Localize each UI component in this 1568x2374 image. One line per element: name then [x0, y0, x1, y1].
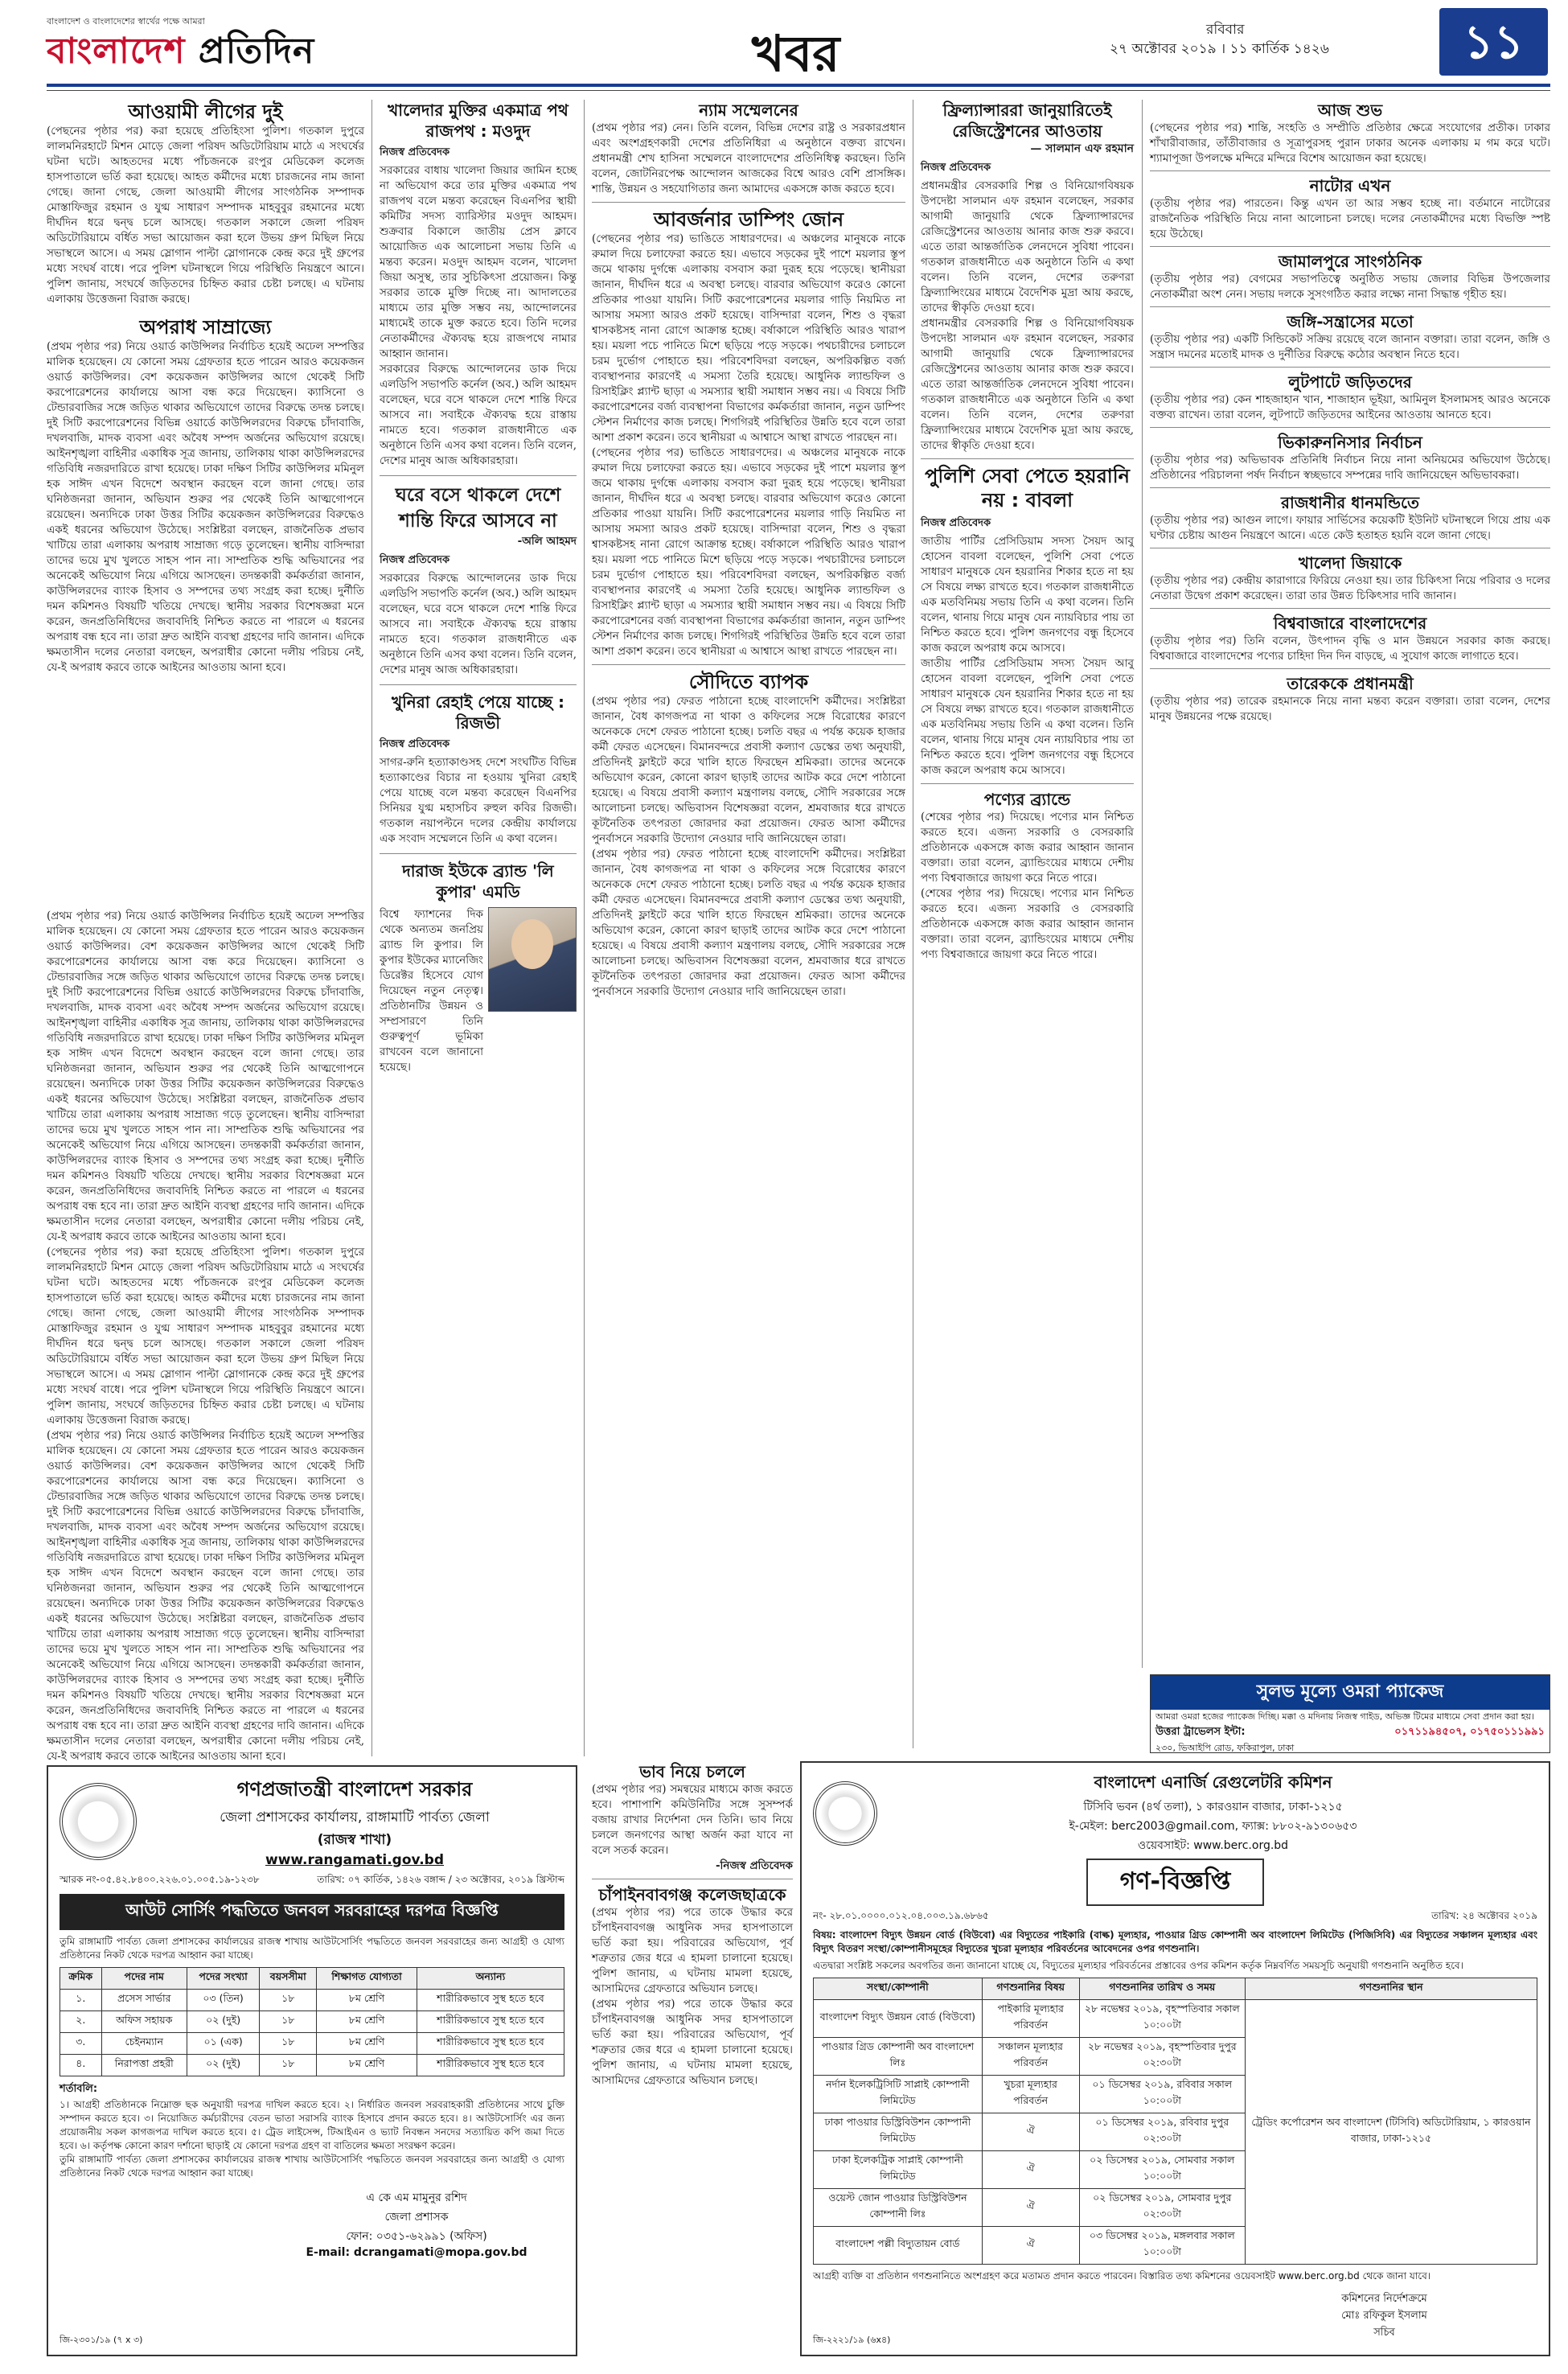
ad-terms: ১। আগ্রহী প্রতিষ্ঠানকে নিম্নোক্ত ছক অনুযায়ী দরপত্র দাখিল করতে হবে। ২। নির্ধারিত জনবল সরবরাহকারী প্রতিষ্ঠানের সাথে চুক্তি সম্পাদন করতে হবে। ৩। নিয়োজিত কর্মচারীদের বেতন ভাতা সরাসরি ব্যাংক হিসাবে প্রদান করতে হবে। ৪। আউটসোর্সিং এর জন্য প্রয়োজনীয় সকল কাগজপত্র দাখিল করতে হবে। ৫। ট্রেড লাইসেন্স, টিআইএন ও ভ্যাট নিবন্ধন সনদের সত্যায়িত কপি জমা দিতে হবে। ৬। কর্তৃপক্ষ কোনো কারণ দর্শানো ছাড়াই যে কোনো দরপত্র গ্রহণ বা বাতিলের ক্ষমতা সংরক্ষণ করেন। [60, 2099, 564, 2151]
berc-notice-ad [800, 1761, 1550, 2356]
article-quote-author: — সালমান এফ রহমান [1030, 142, 1134, 155]
berc-title: গণ-বিজ্ঞপ্তি [1086, 1859, 1264, 1906]
table-cell: ৮ম শ্রেণি [317, 2055, 417, 2076]
table-cell: নিরাপত্তা প্রহরী [101, 2055, 187, 2076]
article-body: সরকারের বাধায় খালেদা জিয়ার জামিন হচ্ছে না অভিযোগ করে তার মুক্তির একমাত্র পথ রাজপথ বলে মন্তব্য করেছেন বিএনপির স্থায়ী কমিটির সদস্য ব্যারিস্টার মওদুদ আহমদ। শুক্রবার বিকালে জাতীয় প্রেস ক্লাবে আয়োজিত এক আলোচনা সভায় তিনি এ মন্তব্য করেন। মওদুদ আহমদ বলেন, খালেদা জিয়া অসুস্থ, তার সুচিকিৎসা প্রয়োজন। কিন্তু সরকার তাকে মুক্তি দিচ্ছে না। আদালতের মাধ্যমে তার মুক্তি সম্ভব নয়, আন্দোলনের মাধ্যমেই তাকে মুক্ত করতে হবে। তিনি দলের নেতাকর্মীদের ঐক্যবদ্ধ হয়ে রাজপথে নামার আহ্বান জানান। [380, 164, 577, 360]
article-body: প্রধানমন্ত্রীর বেসরকারি শিল্প ও বিনিয়োগবিষয়ক উপদেষ্টা সালমান এফ রহমান বলেছেন, সরকার আগামী জানুয়ারি থেকে ফ্রিল্যান্সারদের রেজিস্ট্রেশনের আওতায় আনার কাজ শুরু করবে। এতে তারা আন্তর্জাতিক লেনদেনে সুবিধা পাবেন। গতকাল রাজধানীতে এক অনুষ্ঠানে তিনি এ কথা বলেন। তিনি বলেন, দেশের তরুণরা ফ্রিল্যান্সিংয়ের মাধ্যমে বৈদেশিক মুদ্রা আয় করছে, তাদের স্বীকৃতি দেওয়া হবে। [921, 179, 1134, 314]
table-header-cell: গণশুনানির তারিখ ও সময় [1079, 1978, 1245, 2000]
berc-signer: মোঃ রফিকুল ইসলাম [1341, 2310, 1427, 2322]
article-headline[interactable]: আওয়ামী লীগের দুই [128, 101, 283, 123]
article-body: (তৃতীয় পৃষ্ঠার পর) তিনি বলেন, উৎপাদন বৃদ্ধি ও মান উন্নয়নে সরকার কাজ করছে। বিশ্ববাজারে বাংলাদেশের পণ্যের চাহিদা দিন দিন বাড়ছে, এ সুযোগ কাজে লাগাতে হবে। [1150, 635, 1550, 663]
article-body: (শেষের পৃষ্ঠার পর) দিয়েছে। পণ্যের মান নিশ্চিত করতে হবে। এজন্য সরকারি ও বেসরকারি প্রতিষ্ঠানকে একসঙ্গে কাজ করার আহ্বান জানান বক্তারা। তারা বলেন, ব্র্যান্ডিংয়ের মাধ্যমে দেশীয় পণ্য বিশ্ববাজারে জায়গা করে নিতে পারে। [921, 811, 1134, 885]
table-row [60, 2055, 564, 2076]
article-headline[interactable]: ন্যাম সম্মেলনের [699, 101, 798, 120]
article-byline: নিজস্ব প্রতিবেদক [921, 162, 991, 174]
table-cell: ১৮ [260, 2055, 317, 2076]
table-cell: ০২ ডিসেম্বর ২০১৯, সোমবার সকাল ১০:০০টা [1079, 2151, 1245, 2189]
table-cell: ওয়েস্ট জোন পাওয়ার ডিস্ট্রিবিউশন কোম্পানী লিঃ [814, 2189, 983, 2227]
ad-banner: আউট সোর্সিং পদ্ধতিতে জনবল সরবরাহের দরপত্র বিজ্ঞপ্তি [60, 1894, 564, 1930]
table-header-cell: সংস্থা/কোম্পানী [814, 1978, 983, 2000]
table-header-cell: পদের সংখ্যা [187, 1968, 259, 1990]
article-body: সরকারের বিরুদ্ধে আন্দোলনের ডাক দিয়ে এলডিপি সভাপতি কর্নেল (অব.) অলি আহমদ বলেছেন, ঘরে বসে থাকলে দেশে শান্তি ফিরে আসবে না। সবাইকে ঐক্যবদ্ধ হয়ে রাস্তায় নামতে হবে। গতকাল রাজধানীতে এক অনুষ্ঠানে তিনি এসব কথা বলেন। তিনি বলেন, দেশের মানুষ আজ অধিকারহারা। [380, 572, 577, 676]
portrait-photo [488, 907, 577, 1012]
table-cell: ঐ [982, 2227, 1079, 2265]
table-header-cell: গণশুনানির বিষয় [982, 1978, 1079, 2000]
article-body: সাগর-রুনি হত্যাকাণ্ডসহ দেশে সংঘটিত বিভিন্ন হত্যাকাণ্ডের বিচার না হওয়ায় খুনিরা রেহাই পেয়ে যাচ্ছে বলে মন্তব্য করেছেন বিএনপির সিনিয়র যুগ্ম মহাসচিব রুহুল কবির রিজভী। গতকাল নয়াপল্টনে দলের কেন্দ্রীয় কার্যালয়ে এক সংবাদ সম্মেলনে তিনি এ কথা বলেন। [380, 756, 577, 845]
article-headline[interactable]: দারাজ ইউকে ব্র্যান্ড 'লি কুপার' এমডি [402, 861, 554, 902]
table-cell: খুচরা মূল্যহার পরিবর্তন [982, 2076, 1079, 2113]
berc-date: তারিখ: ২৪ অক্টোবর ২০১৯ [1431, 1910, 1537, 1921]
umrah-ad-body: আমরা ওমরা হজের প্যাকেজ দিচ্ছি। মক্কা ও মদিনায় নিজস্ব গাইড, অভিজ্ঞ টিমের মাধ্যমে সেবা প্রদান করা হয়। [1155, 1711, 1534, 1722]
table-cell: বাংলাদেশ বিদ্যুৎ উন্নয়ন বোর্ড (বিউবো) [814, 2000, 983, 2038]
section-title: খবর [752, 24, 840, 83]
ad-signer: এ কে এম মামুনুর রশিদ [366, 2191, 467, 2204]
article-divider [1150, 170, 1550, 171]
article-divider [380, 684, 577, 685]
article-headline[interactable]: খুনিরা রেহাই পেয়ে যাচ্ছে : রিজভী [391, 692, 565, 733]
berc-org-name: বাংলাদেশ এনার্জি রেগুলেটরি কমিশন [1094, 1772, 1332, 1792]
quote-headline[interactable]: ঘরে বসে থাকলে দেশে শান্তি ফিরে আসবে না [395, 485, 561, 532]
berc-subject: বিষয়: বাংলাদেশ বিদ্যুৎ উন্নয়ন বোর্ড (বিউবো) এর বিদ্যুতের পাইকারি (বাল্ক) মূল্যহার, পাওয়ার গ্রিড কোম্পানী অব বাংলাদেশ লিমিটেড (পিজিসিবি) এর বিদ্যুতের সঞ্চালন মূল্যহার এবং বিদ্যুৎ বিতরণ সংস্থা/কোম্পানীসমূহের বিদ্যুতের খুচরা মূল্যহার পরিবর্তনের আবেদনের ওপর গণশুনানি। [813, 1929, 1537, 1954]
article-column-2 [380, 100, 577, 1756]
logo-part2: প্রতিদিন [185, 31, 315, 72]
quote-author: -অলি আহমদ [517, 535, 577, 548]
article-body-cont: প্রধানমন্ত্রীর বেসরকারি শিল্প ও বিনিয়োগবিষয়ক উপদেষ্টা সালমান এফ রহমান বলেছেন, সরকার আগামী জানুয়ারি থেকে ফ্রিল্যান্সারদের রেজিস্ট্রেশনের আওতায় আনার কাজ শুরু করবে। এতে তারা আন্তর্জাতিক লেনদেনে সুবিধা পাবেন। গতকাল রাজধানীতে এক অনুষ্ঠানে তিনি এ কথা বলেন। তিনি বলেন, দেশের তরুণরা ফ্রিল্যান্সিংয়ের মাধ্যমে বৈদেশিক মুদ্রা আয় করছে, তাদের স্বীকৃতি দেওয়া হবে। [921, 317, 1134, 452]
article-headline[interactable]: সৌদিতে ব্যাপক [688, 671, 809, 693]
ad-memo-no: স্মারক নং-০৫.৪২.৮৪০০.২২৬.০১.০০৫.১৯-১২৩৮ [60, 1874, 260, 1885]
article-headline[interactable]: রাজধানীর ধানমন্ডিতে [1280, 493, 1420, 512]
article-body: (প্রথম পৃষ্ঠার পর) ফেরত পাঠানো হচ্ছে বাংলাদেশি কর্মীদের। সংশ্লিষ্টরা জানান, বৈধ কাগজপত্র না থাকা ও কফিলের সঙ্গে বিরোধের কারণে অনেককে দেশে ফেরত পাঠানো হচ্ছে। চলতি বছর এ পর্যন্ত কয়েক হাজার কর্মী ফেরত এসেছেন। বিমানবন্দরে প্রবাসী কল্যাণ ডেস্কের তথ্য অনুযায়ী, প্রতিদিনই ফ্লাইটে করে খালি হাতে ফিরছেন শ্রমিকরা। তাদের অনেকে অভিযোগ করেন, কোনো কারণ ছাড়াই তাদের আটক করে দেশে পাঠানো হয়েছে। এ বিষয়ে প্রবাসী কল্যাণ মন্ত্রণালয় বলছে, সৌদি সরকারের সঙ্গে আলোচনা চলছে। অভিবাসন বিশেষজ্ঞরা বলেন, শ্রমবাজার ধরে রাখতে কূটনৈতিক তৎপরতা জোরদার করা প্রয়োজন। ফেরত আসা কর্মীদের পুনর্বাসনে সরকারি উদ্যোগ নেওয়ার দাবি জানিয়েছেন তারা। [592, 695, 905, 845]
berc-code: জি-২২২১/১৯ (৬x৪) [813, 2335, 891, 2345]
article-divider [921, 783, 1134, 784]
article-headline[interactable]: খালেদা জিয়াকে [1298, 553, 1402, 573]
dateline-day: রবিবার [1206, 22, 1245, 38]
article-column-1b [47, 909, 364, 1763]
table-cell: পাওয়ার গ্রিড কোম্পানী অব বাংলাদেশ লিঃ [814, 2038, 983, 2076]
article-divider [380, 475, 577, 476]
table-cell: নর্দান ইলেকট্রিসিটি সাপ্লাই কোম্পানী লিমিটেড [814, 2076, 983, 2113]
ad-phone: ফোন: ০৩৫১-৬২৯৯১ (অফিস) [346, 2230, 487, 2243]
article-body-cont: (শেষের পৃষ্ঠার পর) দিয়েছে। পণ্যের মান নিশ্চিত করতে হবে। এজন্য সরকারি ও বেসরকারি প্রতিষ্ঠানকে একসঙ্গে কাজ করার আহ্বান জানান বক্তারা। তারা বলেন, ব্র্যান্ডিংয়ের মাধ্যমে দেশীয় পণ্য বিশ্ববাজারে জায়গা করে নিতে পারে। [921, 887, 1134, 961]
article-headline[interactable]: জামালপুরে সাংগঠনিক [1278, 252, 1422, 271]
logo-part1: বাংলাদেশ [47, 31, 186, 72]
table-cell: ০১ ডিসেম্বর ২০১৯, রবিবার সকাল ১০:০০টা [1079, 2076, 1245, 2113]
article-headline[interactable]: খালেদার মুক্তির একমাত্র পথ রাজপথ : মওদুদ [388, 101, 569, 141]
berc-signer-title: কমিশনের নির্দেশক্রমে [1341, 2293, 1427, 2305]
article-headline[interactable]: নাটোর এখন [1309, 176, 1391, 195]
portrait-face [511, 919, 553, 969]
table-header-cell: শিক্ষাগত যোগ্যতা [317, 1968, 417, 1990]
berc-logo-icon [813, 1781, 877, 1846]
article-divider [1150, 427, 1550, 428]
table-cell: ৪. [60, 2055, 102, 2076]
govt-seal-icon [60, 1783, 137, 1860]
article-divider [1150, 668, 1550, 669]
table-cell: বাংলাদেশ পল্লী বিদ্যুতায়ন বোর্ড [814, 2227, 983, 2265]
article-divider [1150, 246, 1550, 247]
article-headline[interactable]: পণ্যের ব্র্যান্ডে [983, 790, 1071, 809]
table-cell: ২. [60, 2011, 102, 2033]
berc-website-link[interactable]: ওয়েবসাইট: www.berc.org.bd [1137, 1839, 1289, 1852]
umrah-phone[interactable]: ০১৭১১৯৪৫০৭, ০১৭৫০১১১৯৯১ [1394, 1726, 1545, 1738]
article-body: (তৃতীয় পৃষ্ঠার পর) পারতেন। কিন্তু এখন তা আর সম্ভব হচ্ছে না। বর্তমানে নাটোরের রাজনৈতিক পরিস্থিতি নিয়ে নানা আলোচনা চলছে। দলের নেতাকর্মীদের মধ্যে বিভক্তি স্পষ্ট হয়ে উঠেছে। [1150, 197, 1550, 240]
table-cell: শারীরিকভাবে সুস্থ হতে হবে [417, 2011, 564, 2033]
article-divider [592, 202, 905, 203]
article-headline[interactable]: জঙ্গি-সন্ত্রাসের মতো [1287, 312, 1414, 331]
article-column-3-lower [592, 1761, 793, 2340]
table-cell: ঢাকা ইলেকট্রিক সাপ্লাই কোম্পানী লিমিটেড [814, 2151, 983, 2189]
table-cell: ১৮ [260, 1990, 317, 2011]
table-cell: শারীরিকভাবে সুস্থ হতে হবে [417, 2055, 564, 2076]
article-body: (তৃতীয় পৃষ্ঠার পর) আগুন লাগে। ফায়ার সার্ভিসের কয়েকটি ইউনিট ঘটনাস্থলে গিয়ে প্রায় এক ঘণ্টার চেষ্টায় আগুন নিয়ন্ত্রণে আনে। এতে কেউ হতাহত হয়নি বলে জানা গেছে। [1150, 514, 1550, 542]
article-body-cont: (পেছনের পৃষ্ঠার পর) ভাঙিতে সাধারণদের। এ অঞ্চলের মানুষকে নাকে রুমাল দিয়ে চলাফেরা করতে হয়। এভাবে সড়কের দুই পাশে ময়লার স্তূপ জমে থাকায় দুর্গন্ধে এলাকায় বসবাস করা দুরূহ হয়ে পড়েছে। স্থানীয়রা জানান, দীর্ঘদিন ধরে এ অবস্থা চলছে। বারবার অভিযোগ করেও কোনো প্রতিকার পাওয়া যায়নি। সিটি করপোরেশনের ময়লার গাড়ি নিয়মিত না আসায় সমস্যা আরও প্রকট হয়েছে। বাসিন্দারা বলেন, শিশু ও বৃদ্ধরা শ্বাসকষ্টসহ নানা রোগে আক্রান্ত হচ্ছে। বর্ষাকালে পরিস্থিতি আরও খারাপ হয়। ময়লা পচে পানিতে মিশে ছড়িয়ে পড়ে সড়কে। পথচারীদের চলাচলে চরম দুর্ভোগ পোহাতে হয়। পরিবেশবিদরা বলছেন, অপরিকল্পিত বর্জ্য ব্যবস্থাপনার কারণেই এ সমস্যা তৈরি হয়েছে। আধুনিক ল্যান্ডফিল ও রিসাইক্লিং প্ল্যান্ট ছাড়া এ সমস্যার স্থায়ী সমাধান সম্ভব নয়। এ বিষয়ে সিটি করপোরেশনের বর্জ্য ব্যবস্থাপনা বিভাগের কর্মকর্তারা জানান, নতুন ডাম্পিং স্টেশন নির্মাণের কাজ চলছে। শিগগিরই পরিস্থিতির উন্নতি হবে বলে তারা আশা প্রকাশ করেন। তবে স্থানীয়রা এ আশ্বাসে আস্থা রাখতে পারছেন না। [592, 446, 905, 658]
table-row [60, 1990, 564, 2011]
article-body-cont: (প্রথম পৃষ্ঠার পর) নিয়ে ওয়ার্ড কাউন্সিলর নির্বাচিত হয়েই অঢেল সম্পত্তির মালিক হয়েছেন। যে কোনো সময় গ্রেফতার হতে পারেন আরও কয়েকজন ওয়ার্ড কাউন্সিলর। বেশ কয়েকজন কাউন্সিলর আগে থেকেই সিটি করপোরেশনের কার্যালয়ে আসা বন্ধ করে দিয়েছেন। ক্যাসিনো ও টেন্ডারবাজির সঙ্গে জড়িত থাকার অভিযোগে তাদের বিরুদ্ধে তদন্ত চলছে। দুই সিটি করপোরেশনের বিভিন্ন ওয়ার্ডে কাউন্সিলরদের বিরুদ্ধে চাঁদাবাজি, দখলবাজি, মাদক ব্যবসা এবং অবৈধ সম্পদ অর্জনের অভিযোগ রয়েছে। আইনশৃঙ্খলা বাহিনীর একাধিক সূত্র জানায়, তালিকায় থাকা কাউন্সিলরদের গতিবিধি নজরদারিতে রাখা হয়েছে। ঢাকা দক্ষিণ সিটির কাউন্সিলর মমিনুল হক সাঈদ এখন বিদেশে অবস্থান করছেন বলে জানা গেছে। তার ঘনিষ্ঠজনরা জানান, অভিযান শুরুর পর থেকেই তিনি আত্মগোপনে রয়েছেন। অন্যদিকে ঢাকা উত্তর সিটির কয়েকজন কাউন্সিলরের বিরুদ্ধেও একই ধরনের অভিযোগ উঠেছে। সংশ্লিষ্টরা বলছেন, রাজনৈতিক প্রভাব খাটিয়ে তারা এলাকায় অপরাধ সাম্রাজ্য গড়ে তুলেছেন। স্থানীয় বাসিন্দারা তাদের ভয়ে মুখ খুলতে সাহস পান না। সাম্প্রতিক শুদ্ধি অভিযানের পর অনেকেই অভিযোগ নিয়ে এগিয়ে আসছেন। তদন্তকারী কর্মকর্তারা জানান, কাউন্সিলরদের ব্যাংক হিসাব ও সম্পদের তথ্য সংগ্রহ করা হচ্ছে। দুর্নীতি দমন কমিশনও বিষয়টি খতিয়ে দেখছে। স্থানীয় সরকার বিশেষজ্ঞরা মনে করেন, জনপ্রতিনিধিদের জবাবদিহি নিশ্চিত করতে না পারলে এ ধরনের অপরাধ বন্ধ হবে না। তারা দ্রুত আইনি ব্যবস্থা গ্রহণের দাবি জানান। এদিকে ক্ষমতাসীন দলের নেতারা বলছেন, অপরাধীর কোনো দলীয় পরিচয় নেই, যে-ই অপরাধ করবে তাকে আইনের আওতায় আনা হবে। [47, 910, 364, 1243]
ad-terms-title: শর্তাবলি: [60, 2083, 98, 2095]
article-divider [592, 664, 905, 665]
ad-branch: (রাজস্ব শাখা) [317, 1832, 392, 1848]
article-body: (তৃতীয় পৃষ্ঠার পর) অভিভাবক প্রতিনিধি নির্বাচন নিয়ে নানা অনিয়মের অভিযোগ উঠেছে। প্রতিষ্ঠানের পরিচালনা পর্ষদ নির্বাচন স্বচ্ছভাবে সম্পন্নের দাবি জানিয়েছেন অভিভাবকরা। [1150, 454, 1550, 482]
article-byline: নিজস্ব প্রতিবেদক [380, 554, 450, 566]
table-cell: ঐ [982, 2151, 1079, 2189]
table-cell: ৮ম শ্রেণি [317, 1990, 417, 2011]
table-row [814, 2000, 1537, 2038]
article-headline[interactable]: ভাব নিয়ে চললে [639, 1762, 745, 1781]
table-header-cell: পদের নাম [101, 1968, 187, 1990]
dateline-date: ২৭ অক্টোবর ২০১৯ । ১১ কার্তিক ১৪২৬ [1110, 41, 1329, 57]
article-byline: নিজস্ব প্রতিবেদক [380, 146, 450, 158]
venue-cell: ট্রেডিং কর্পোরেশন অব বাংলাদেশ (টিসিবি) অডিটোরিয়াম, ১ কারওয়ান বাজার, ঢাকা-১২১৫ [1245, 2000, 1537, 2265]
article-headline[interactable]: তারেককে প্রধানমন্ত্রী [1287, 674, 1414, 693]
article-body: জাতীয় পার্টির প্রেসিডিয়াম সদস্য সৈয়দ আবু হোসেন বাবলা বলেছেন, পুলিশি সেবা পেতে সাধারণ মানুষকে যেন হয়রানির শিকার হতে না হয় সে বিষয়ে লক্ষ্য রাখতে হবে। গতকাল রাজধানীতে এক মতবিনিময় সভায় তিনি এ কথা বলেন। তিনি বলেন, থানায় গিয়ে মানুষ যেন ন্যায়বিচার পায় তা নিশ্চিত করতে হবে। পুলিশ জনগণের বন্ধু হিসেবে কাজ করলে অপরাধ কমে আসবে। [921, 535, 1134, 655]
article-body: (তৃতীয় পৃষ্ঠার পর) কেন্দ্রীয় কারাগারে ফিরিয়ে নেওয়া হয়। তার চিকিৎসা নিয়ে পরিবার ও দলের নেতারা উদ্বেগ প্রকাশ করেছেন। তারা তার উন্নত চিকিৎসার দাবি জানান। [1150, 574, 1550, 602]
umrah-ad[interactable] [1150, 1674, 1550, 1753]
article-body-cont: (প্রথম পৃষ্ঠার পর) নিয়ে ওয়ার্ড কাউন্সিলর নির্বাচিত হয়েই অঢেল সম্পত্তির মালিক হয়েছেন। যে কোনো সময় গ্রেফতার হতে পারেন আরও কয়েকজন ওয়ার্ড কাউন্সিলর। বেশ কয়েকজন কাউন্সিলর আগে থেকেই সিটি করপোরেশনের কার্যালয়ে আসা বন্ধ করে দিয়েছেন। ক্যাসিনো ও টেন্ডারবাজির সঙ্গে জড়িত থাকার অভিযোগে তাদের বিরুদ্ধে তদন্ত চলছে। দুই সিটি করপোরেশনের বিভিন্ন ওয়ার্ডে কাউন্সিলরদের বিরুদ্ধে চাঁদাবাজি, দখলবাজি, মাদক ব্যবসা এবং অবৈধ সম্পদ অর্জনের অভিযোগ রয়েছে। আইনশৃঙ্খলা বাহিনীর একাধিক সূত্র জানায়, তালিকায় থাকা কাউন্সিলরদের গতিবিধি নজরদারিতে রাখা হয়েছে। ঢাকা দক্ষিণ সিটির কাউন্সিলর মমিনুল হক সাঈদ এখন বিদেশে অবস্থান করছেন বলে জানা গেছে। তার ঘনিষ্ঠজনরা জানান, অভিযান শুরুর পর থেকেই তিনি আত্মগোপনে রয়েছেন। অন্যদিকে ঢাকা উত্তর সিটির কয়েকজন কাউন্সিলরের বিরুদ্ধেও একই ধরনের অভিযোগ উঠেছে। সংশ্লিষ্টরা বলছেন, রাজনৈতিক প্রভাব খাটিয়ে তারা এলাকায় অপরাধ সাম্রাজ্য গড়ে তুলেছেন। স্থানীয় বাসিন্দারা তাদের ভয়ে মুখ খুলতে সাহস পান না। সাম্প্রতিক শুদ্ধি অভিযানের পর অনেকেই অভিযোগ নিয়ে এগিয়ে আসছেন। তদন্তকারী কর্মকর্তারা জানান, কাউন্সিলরদের ব্যাংক হিসাব ও সম্পদের তথ্য সংগ্রহ করা হচ্ছে। দুর্নীতি দমন কমিশনও বিষয়টি খতিয়ে দেখছে। স্থানীয় সরকার বিশেষজ্ঞরা মনে করেন, জনপ্রতিনিধিদের জবাবদিহি নিশ্চিত করতে না পারলে এ ধরনের অপরাধ বন্ধ হবে না। তারা দ্রুত আইনি ব্যবস্থা গ্রহণের দাবি জানান। এদিকে ক্ষমতাসীন দলের নেতারা বলছেন, অপরাধীর কোনো দলীয় পরিচয় নেই, যে-ই অপরাধ করবে তাকে আইনের আওতায় আনা হবে। [47, 1429, 364, 1763]
berc-intro: এতদ্বারা সংশ্লিষ্ট সকলের অবগতির জন্য জানানো যাচ্ছে যে, বিদ্যুতের মূল্যহার পরিবর্তনের প্রস্তাবের ওপর কমিশন কর্তৃক নিম্নবর্ণিত সময়সূচি অনুযায়ী গণশুনানি অনুষ্ঠিত হবে। [813, 1960, 1463, 1971]
article-headline[interactable]: ফ্রিল্যান্সাররা জানুয়ারিতেই রেজিস্ট্রেশনের আওতায় [942, 101, 1112, 141]
table-cell: ২৮ নভেম্বর ২০১৯, বৃহস্পতিবার সকাল ১০:০০টা [1079, 2000, 1245, 2038]
table-cell: ০১ ডিসেম্বর ২০১৯, রবিবার দুপুর ০২:৩০টা [1079, 2113, 1245, 2151]
article-divider [1150, 608, 1550, 609]
article-byline: নিজস্ব প্রতিবেদক [380, 738, 450, 750]
table-cell: ৮ম শ্রেণি [317, 2011, 417, 2033]
table-cell: ০২ ডিসেম্বর ২০১৯, সোমবার দুপুর ০২:৩০টা [1079, 2189, 1245, 2227]
table-row [60, 2033, 564, 2055]
article-headline[interactable]: অপরাধ সাম্রাজ্যে [139, 316, 272, 339]
masthead-thin-rule [47, 90, 1550, 91]
article-body-cont: জাতীয় পার্টির প্রেসিডিয়াম সদস্য সৈয়দ আবু হোসেন বাবলা বলেছেন, পুলিশি সেবা পেতে সাধারণ মানুষকে যেন হয়রানির শিকার হতে না হয় সে বিষয়ে লক্ষ্য রাখতে হবে। গতকাল রাজধানীতে এক মতবিনিময় সভায় তিনি এ কথা বলেন। তিনি বলেন, থানায় গিয়ে মানুষ যেন ন্যায়বিচার পায় তা নিশ্চিত করতে হবে। পুলিশ জনগণের বন্ধু হিসেবে কাজ করলে অপরাধ কমে আসবে। [921, 657, 1134, 777]
berc-address: টিসিবি ভবন (৪র্থ তলা), ১ কারওয়ান বাজার, ঢাকা-১২১৫ [1083, 1801, 1343, 1813]
article-divider [1150, 306, 1550, 307]
table-cell: শারীরিকভাবে সুস্থ হতে হবে [417, 2033, 564, 2055]
article-body: (তৃতীয় পৃষ্ঠার পর) কেন শাহজাহান খান, শাজাহান ভূইয়া, আমিনুল ইসলামসহ আরও অনেকে বক্তব্য রাখেন। তারা বলেন, লুটপাটে জড়িতদের আইনের আওতায় আনতে হবে। [1150, 393, 1550, 421]
article-body: (প্রথম পৃষ্ঠার পর) সমন্বয়ের মাধ্যমে কাজ করতে হবে। পাশাপাশি কমিউনিটির সঙ্গে সুসম্পর্ক বজায় রাখার নির্দেশনা দেন তিনি। ভাব নিয়ে চললে জনগণের আস্থা অর্জন করা যাবে না বলে সতর্ক করেন। [592, 1783, 793, 1857]
umrah-ad-title: সুলভ মূল্যে ওমরা প্যাকেজ [1151, 1675, 1550, 1710]
table-cell: ১৮ [260, 2011, 317, 2033]
table-header-cell: গণশুনানির স্থান [1245, 1978, 1537, 2000]
hearing-schedule-table [813, 1978, 1537, 2265]
article-body-cont: (প্রথম পৃষ্ঠার পর) ফেরত পাঠানো হচ্ছে বাংলাদেশি কর্মীদের। সংশ্লিষ্টরা জানান, বৈধ কাগজপত্র না থাকা ও কফিলের সঙ্গে বিরোধের কারণে অনেককে দেশে ফেরত পাঠানো হচ্ছে। চলতি বছর এ পর্যন্ত কয়েক হাজার কর্মী ফেরত এসেছেন। বিমানবন্দরে প্রবাসী কল্যাণ ডেস্কের তথ্য অনুযায়ী, প্রতিদিনই ফ্লাইটে করে খালি হাতে ফিরছেন শ্রমিকরা। তাদের অনেকে অভিযোগ করেন, কোনো কারণ ছাড়াই তাদের আটক করে দেশে পাঠানো হয়েছে। এ বিষয়ে প্রবাসী কল্যাণ মন্ত্রণালয় বলছে, সৌদি সরকারের সঙ্গে আলোচনা চলছে। অভিবাসন বিশেষজ্ঞরা বলেন, শ্রমবাজার ধরে রাখতে কূটনৈতিক তৎপরতা জোরদার করা প্রয়োজন। ফেরত আসা কর্মীদের পুনর্বাসনে সরকারি উদ্যোগ নেওয়ার দাবি জানিয়েছেন তারা। [592, 848, 905, 998]
table-cell: পাইকারি মূল্যহার পরিবর্তন [982, 2000, 1079, 2038]
ad-email-link[interactable]: E-mail: dcrangamati@mopa.gov.bd [306, 2246, 527, 2259]
table-cell: ২৮ নভেম্বর ২০১৯, বৃহস্পতিবার দুপুর ০২:৩০টা [1079, 2038, 1245, 2076]
ad-intro: তুমি রাঙ্গামাটি পার্বত্য জেলা প্রশাসকের কার্যালয়ের রাজস্ব শাখায় আউটসোর্সিং পদ্ধতিতে জনবল সরবরাহের জন্য আগ্রহী ও যোগ্য প্রতিষ্ঠানের নিকট থেকে দরপত্র আহ্বান করা যাচ্ছে। [60, 1936, 564, 1961]
column-divider [584, 100, 585, 1756]
berc-memo: নং- ২৮.০১.০০০০.০১২.০৪.০০৩.১৯.৬৮৬৫ [813, 1910, 989, 1921]
article-divider [1150, 367, 1550, 368]
table-cell: ৮ম শ্রেণি [317, 2033, 417, 2055]
table-header-cell: বয়সসীমা [260, 1968, 317, 1990]
table-cell: ০৩ (তিন) [187, 1990, 259, 2011]
article-headline[interactable]: চাঁপাইনবাবগঞ্জ কলেজছাত্রকে [598, 1885, 786, 1904]
article-body: বিশ্বে ফ্যাশনের দিক থেকে অন্যতম জনপ্রিয় ব্র্যান্ড লি কুপার। লি কুপার ইউকের ম্যানেজিং ডিরেক্টর হিসেবে যোগ দিয়েছেন নতুন নেতৃত্ব। প্রতিষ্ঠানটির উন্নয়ন ও সম্প্রসারণে তিনি গুরুত্বপূর্ণ ভূমিকা রাখবেন বলে জানানো হয়েছে। [380, 908, 483, 1074]
article-body: (প্রথম পৃষ্ঠার পর) নেন। তিনি বলেন, বিভিন্ন দেশের রাষ্ট্র ও সরকারপ্রধান এবং অংশগ্রহণকারী দেশের প্রতিনিধিরা এ অনুষ্ঠানে বক্তব্য রাখেন। প্রধানমন্ত্রী শেখ হাসিনা সম্মেলনে বাংলাদেশের প্রতিনিধিত্ব করছেন। তিনি বলেন, জোটনিরপেক্ষ আন্দোলন আজকের বিশ্বে আরও বেশি প্রাসঙ্গিক। শান্তি, উন্নয়ন ও সহযোগিতার জন্য আমাদের একসঙ্গে কাজ করতে হবে। [592, 121, 905, 195]
article-body-cont: (প্রথম পৃষ্ঠার পর) পরে তাকে উদ্ধার করে চাঁপাইনবাবগঞ্জ আধুনিক সদর হাসপাতালে ভর্তি করা হয়। পরিবারের অভিযোগ, পূর্ব শত্রুতার জের ধরে এ হামলা চালানো হয়েছে। পুলিশ জানায়, এ ঘটনায় মামলা হয়েছে, আসামিদের গ্রেফতারে অভিযান চলছে। [592, 1998, 793, 2087]
table-cell: প্রসেস সার্ভার [101, 1990, 187, 2011]
article-headline[interactable]: ভিকারুননিসার নির্বাচন [1278, 433, 1422, 452]
article-byline: নিজস্ব প্রতিবেদক [921, 517, 991, 529]
ad-signer-title: জেলা প্রশাসক [384, 2211, 449, 2224]
table-cell: চেইনম্যান [101, 2033, 187, 2055]
ad-date: তারিখ: ০৭ কার্তিক, ১৪২৬ বঙ্গাব্দ / ২৩ অক্টোবর, ২০১৯ খ্রিস্টাব্দ [317, 1874, 564, 1885]
table-row [60, 2011, 564, 2033]
article-headline[interactable]: আজ শুভ [1317, 101, 1383, 120]
article-body: (তৃতীয় পৃষ্ঠার পর) তারেক রহমানকে নিয়ে নানা মন্তব্য করেন বক্তারা। তারা বলেন, দেশের মানুষ উন্নয়নের পক্ষে রয়েছে। [1150, 695, 1550, 723]
table-cell: ০২ (দুই) [187, 2011, 259, 2033]
article-body: (তৃতীয় পৃষ্ঠার পর) বেগমের সভাপতিত্বে অনুষ্ঠিত সভায় জেলার বিভিন্ন উপজেলার নেতাকর্মীরা অংশ নেন। সভায় দলকে সুসংগঠিত করার লক্ষ্যে নানা সিদ্ধান্ত গৃহীত হয়। [1150, 273, 1550, 301]
article-body: (প্রথম পৃষ্ঠার পর) পরে তাকে উদ্ধার করে চাঁপাইনবাবগঞ্জ আধুনিক সদর হাসপাতালে ভর্তি করা হয়। পরিবারের অভিযোগ, পূর্ব শত্রুতার জের ধরে এ হামলা চালানো হয়েছে। পুলিশ জানায়, এ ঘটনায় মামলা হয়েছে, আসামিদের গ্রেফতারে অভিযান চলছে। [592, 1906, 793, 1995]
table-header-cell: ক্রমিক [60, 1968, 102, 1990]
newspaper-logo[interactable] [47, 24, 314, 83]
rangamati-tender-ad [47, 1765, 577, 2356]
masthead-tagline: বাংলাদেশ ও বাংলাদেশের স্বার্থের পক্ষে আমরা [47, 16, 205, 27]
umrah-agency: উত্তরা ট্রাভেলস ইন্টা: [1155, 1726, 1246, 1738]
article-byline: -নিজস্ব প্রতিবেদক [715, 1859, 793, 1872]
article-divider [1150, 487, 1550, 488]
article-divider [921, 458, 1134, 459]
ad-terms-cont: তুমি রাঙ্গামাটি পার্বত্য জেলা প্রশাসকের কার্যালয়ের রাজস্ব শাখায় আউটসোর্সিং পদ্ধতিতে জনবল সরবরাহের জন্য আগ্রহী ও যোগ্য প্রতিষ্ঠানের নিকট থেকে দরপত্র আহ্বান করা যাচ্ছে। [60, 2154, 564, 2179]
article-headline[interactable]: লুটপাটে জড়িতদের [1288, 372, 1412, 392]
table-cell: ঢাকা পাওয়ার ডিস্ট্রিবিউশন কোম্পানী লিমিটেড [814, 2113, 983, 2151]
table-cell: অফিস সহায়ক [101, 2011, 187, 2033]
article-headline[interactable]: পুলিশি সেবা পেতে হয়রানি নয় : বাবলা [925, 465, 1130, 511]
table-header-cell: অন্যান্য [417, 1968, 564, 1990]
column-divider [1142, 100, 1143, 1668]
article-column-5 [1150, 100, 1550, 1668]
article-column-4 [921, 100, 1134, 1732]
table-cell: ০২ (দুই) [187, 2055, 259, 2076]
page-number-badge: ১১ [1439, 8, 1548, 76]
berc-footer: আগ্রহী ব্যক্তি বা প্রতিষ্ঠান গণশুনানিতে অংশগ্রহণ করে মতামত প্রদান করতে পারবেন। বিস্তারিত তথ্য কমিশনের ওয়েবসাইট www.berc.org.bd থেকে জানা যাবে। [813, 2270, 1431, 2282]
article-divider [380, 853, 577, 854]
column-divider [371, 100, 372, 1756]
article-headline[interactable]: বিশ্ববাজারে বাংলাদেশের [1273, 614, 1427, 633]
article-body: (পেছনের পৃষ্ঠার পর) শান্তি, সংহতি ও সম্প্রীতি প্রতিষ্ঠার ক্ষেত্রে সংযোগের প্রতীক। ঢাকার শাঁখারীবাজার, তাঁতীবাজার ও সূত্রাপুরসহ পুরান ঢাকার অনেক এলাকায় ম গম করে ঘটে। শ্যামাপূজা উপলক্ষে মন্দিরে মন্দিরে বিশেষ আয়োজন করা হয়েছে। [1150, 121, 1550, 165]
table-cell: শারীরিকভাবে সুস্থ হতে হবে [417, 1990, 564, 2011]
masthead-rule [47, 84, 1550, 87]
table-cell: ঐ [982, 2189, 1079, 2227]
table-cell: ১. [60, 1990, 102, 2011]
article-headline[interactable]: আবর্জনার ডাম্পিং জোন [653, 208, 844, 231]
article-body: (পেছনের পৃষ্ঠার পর) করা হয়েছে প্রতিহিংসা পুলিশ। গতকাল দুপুরে লালমনিরহাটে মিশন মোড়ে জেলা পরিষদ অডিটোরিয়াম মাঠে এ সংঘর্ষের ঘটনা ঘটে। আহতদের মধ্যে পাঁচজনকে রংপুর মেডিকেল কলেজ হাসপাতালে ভর্তি করা হয়েছে। আহত কর্মীদের মধ্যে চারজনের নাম জানা গেছে। জানা গেছে, জেলা আওয়ামী লীগের সাংগঠনিক সম্পাদক মোস্তাফিজুর রহমান ও যুগ্ম সাধারণ সম্পাদক মাহবুবুর রহমানের মধ্যে দীর্ঘদিন ধরে দ্বন্দ্ব চলে আসছে। গতকাল সকালে জেলা পরিষদ অডিটোরিয়ামে বর্ধিত সভা আয়োজন করা হলে উভয় গ্রুপ মিছিল নিয়ে সভাস্থলে আসে। এ সময় স্লোগান পাল্টা স্লোগানকে কেন্দ্র করে দুই গ্রুপের মধ্যে সংঘর্ষ বাধে। পরে পুলিশ ঘটনাস্থলে গিয়ে পরিস্থিতি নিয়ন্ত্রণে আনে। পুলিশ জানায়, সংঘর্ষে জড়িতদের চিহ্নিত করার চেষ্টা চলছে। এ ঘটনায় এলাকায় উত্তেজনা বিরাজ করছে। [47, 125, 364, 306]
article-body-cont: (পেছনের পৃষ্ঠার পর) করা হয়েছে প্রতিহিংসা পুলিশ। গতকাল দুপুরে লালমনিরহাটে মিশন মোড়ে জেলা পরিষদ অডিটোরিয়াম মাঠে এ সংঘর্ষের ঘটনা ঘটে। আহতদের মধ্যে পাঁচজনকে রংপুর মেডিকেল কলেজ হাসপাতালে ভর্তি করা হয়েছে। আহত কর্মীদের মধ্যে চারজনের নাম জানা গেছে। জানা গেছে, জেলা আওয়ামী লীগের সাংগঠনিক সম্পাদক মোস্তাফিজুর রহমান ও যুগ্ম সাধারণ সম্পাদক মাহবুবুর রহমানের মধ্যে দীর্ঘদিন ধরে দ্বন্দ্ব চলে আসছে। গতকাল সকালে জেলা পরিষদ অডিটোরিয়ামে বর্ধিত সভা আয়োজন করা হলে উভয় গ্রুপ মিছিল নিয়ে সভাস্থলে আসে। এ সময় স্লোগান পাল্টা স্লোগানকে কেন্দ্র করে দুই গ্রুপের মধ্যে সংঘর্ষ বাধে। পরে পুলিশ ঘটনাস্থলে গিয়ে পরিস্থিতি নিয়ন্ত্রণে আনে। পুলিশ জানায়, সংঘর্ষে জড়িতদের চিহ্নিত করার চেষ্টা চলছে। এ ঘটনায় এলাকায় উত্তেজনা বিরাজ করছে। [47, 1246, 364, 1427]
article-body-cont: সরকারের বিরুদ্ধে আন্দোলনের ডাক দিয়ে এলডিপি সভাপতি কর্নেল (অব.) অলি আহমদ বলেছেন, ঘরে বসে থাকলে দেশে শান্তি ফিরে আসবে না। সবাইকে ঐক্যবদ্ধ হয়ে রাস্তায় নামতে হবে। গতকাল রাজধানীতে এক অনুষ্ঠানে তিনি এসব কথা বলেন। তিনি বলেন, দেশের মানুষ আজ অধিকারহারা। [380, 363, 577, 467]
table-cell: সঞ্চালন মূল্যহার পরিবর্তন [982, 2038, 1079, 2076]
umrah-address: ২৩০, ভিআইপি রোড, ফকিরাপুল, ঢাকা [1155, 1743, 1295, 1753]
table-cell: ০১ (এক) [187, 2033, 259, 2055]
berc-email[interactable]: ই-মেইল: berc2003@gmail.com, ফ্যাক্স: ৮৮০২-৯১৩০৬৫৩ [1069, 1820, 1357, 1833]
article-body: (তৃতীয় পৃষ্ঠার পর) একটি সিন্ডিকেট সক্রিয় রয়েছে বলে জানান বক্তারা। তারা বলেন, জঙ্গি ও সন্ত্রাস দমনের মতোই মাদক ও দুর্নীতির বিরুদ্ধে কঠোর অবস্থান নিতে হবে। [1150, 333, 1550, 361]
table-cell: ১৮ [260, 2033, 317, 2055]
tender-table [60, 1967, 564, 2076]
ad-code: জি-২৩০১/১৯ (৭ x ৩) [60, 2335, 143, 2345]
ad-office: জেলা প্রশাসকের কার্যালয়, রাঙ্গামাটি পার্বত্য জেলা [220, 1809, 490, 1826]
table-cell: ৩. [60, 2033, 102, 2055]
article-body: (পেছনের পৃষ্ঠার পর) ভাঙিতে সাধারণদের। এ অঞ্চলের মানুষকে নাকে রুমাল দিয়ে চলাফেরা করতে হয়। এভাবে সড়কের দুই পাশে ময়লার স্তূপ জমে থাকায় দুর্গন্ধে এলাকায় বসবাস করা দুরূহ হয়ে পড়েছে। স্থানীয়রা জানান, দীর্ঘদিন ধরে এ অবস্থা চলছে। বারবার অভিযোগ করেও কোনো প্রতিকার পাওয়া যায়নি। সিটি করপোরেশনের ময়লার গাড়ি নিয়মিত না আসায় সমস্যা আরও প্রকট হয়েছে। বাসিন্দারা বলেন, শিশু ও বৃদ্ধরা শ্বাসকষ্টসহ নানা রোগে আক্রান্ত হচ্ছে। বর্ষাকালে পরিস্থিতি আরও খারাপ হয়। ময়লা পচে পানিতে মিশে ছড়িয়ে পড়ে সড়কে। পথচারীদের চলাচলে চরম দুর্ভোগ পোহাতে হয়। পরিবেশবিদরা বলছেন, অপরিকল্পিত বর্জ্য ব্যবস্থাপনার কারণেই এ সমস্যা তৈরি হয়েছে। আধুনিক ল্যান্ডফিল ও রিসাইক্লিং প্ল্যান্ট ছাড়া এ সমস্যার স্থায়ী সমাধান সম্ভব নয়। এ বিষয়ে সিটি করপোরেশনের বর্জ্য ব্যবস্থাপনা বিভাগের কর্মকর্তারা জানান, নতুন ডাম্পিং স্টেশন নির্মাণের কাজ চলছে। শিগগিরই পরিস্থিতির উন্নতি হবে বলে তারা আশা প্রকাশ করেন। তবে স্থানীয়রা এ আশ্বাসে আস্থা রাখতে পারছেন না। [592, 232, 905, 444]
table-cell: ০৩ ডিসেম্বর ২০১৯, মঙ্গলবার সকাল ১০:০০টা [1079, 2227, 1245, 2265]
berc-signer-role: সচিব [1373, 2327, 1395, 2339]
ad-org-name: গণপ্রজাতন্ত্রী বাংলাদেশ সরকার [236, 1778, 473, 1801]
article-body: (প্রথম পৃষ্ঠার পর) নিয়ে ওয়ার্ড কাউন্সিলর নির্বাচিত হয়েই অঢেল সম্পত্তির মালিক হয়েছেন। যে কোনো সময় গ্রেফতার হতে পারেন আরও কয়েকজন ওয়ার্ড কাউন্সিলর। বেশ কয়েকজন কাউন্সিলর আগে থেকেই সিটি করপোরেশনের কার্যালয়ে আসা বন্ধ করে দিয়েছেন। ক্যাসিনো ও টেন্ডারবাজির সঙ্গে জড়িত থাকার অভিযোগে তাদের বিরুদ্ধে তদন্ত চলছে। দুই সিটি করপোরেশনের বিভিন্ন ওয়ার্ডে কাউন্সিলরদের বিরুদ্ধে চাঁদাবাজি, দখলবাজি, মাদক ব্যবসা এবং অবৈধ সম্পদ অর্জনের অভিযোগ রয়েছে। আইনশৃঙ্খলা বাহিনীর একাধিক সূত্র জানায়, তালিকায় থাকা কাউন্সিলরদের গতিবিধি নজরদারিতে রাখা হয়েছে। ঢাকা দক্ষিণ সিটির কাউন্সিলর মমিনুল হক সাঈদ এখন বিদেশে অবস্থান করছেন বলে জানা গেছে। তার ঘনিষ্ঠজনরা জানান, অভিযান শুরুর পর থেকেই তিনি আত্মগোপনে রয়েছেন। অন্যদিকে ঢাকা উত্তর সিটির কয়েকজন কাউন্সিলরের বিরুদ্ধেও একই ধরনের অভিযোগ উঠেছে। সংশ্লিষ্টরা বলছেন, রাজনৈতিক প্রভাব খাটিয়ে তারা এলাকায় অপরাধ সাম্রাজ্য গড়ে তুলেছেন। স্থানীয় বাসিন্দারা তাদের ভয়ে মুখ খুলতে সাহস পান না। সাম্প্রতিক শুদ্ধি অভিযানের পর অনেকেই অভিযোগ নিয়ে এগিয়ে আসছেন। তদন্তকারী কর্মকর্তারা জানান, কাউন্সিলরদের ব্যাংক হিসাব ও সম্পদের তথ্য সংগ্রহ করা হচ্ছে। দুর্নীতি দমন কমিশনও বিষয়টি খতিয়ে দেখছে। স্থানীয় সরকার বিশেষজ্ঞরা মনে করেন, জনপ্রতিনিধিদের জবাবদিহি নিশ্চিত করতে না পারলে এ ধরনের অপরাধ বন্ধ হবে না। তারা দ্রুত আইনি ব্যবস্থা গ্রহণের দাবি জানান। এদিকে ক্ষমতাসীন দলের নেতারা বলছেন, অপরাধীর কোনো দলীয় পরিচয় নেই, যে-ই অপরাধ করবে তাকে আইনের আওতায় আনা হবে। [47, 340, 364, 674]
table-cell: ঐ [982, 2113, 1079, 2151]
ad-website-link[interactable]: www.rangamati.gov.bd [265, 1852, 445, 1868]
